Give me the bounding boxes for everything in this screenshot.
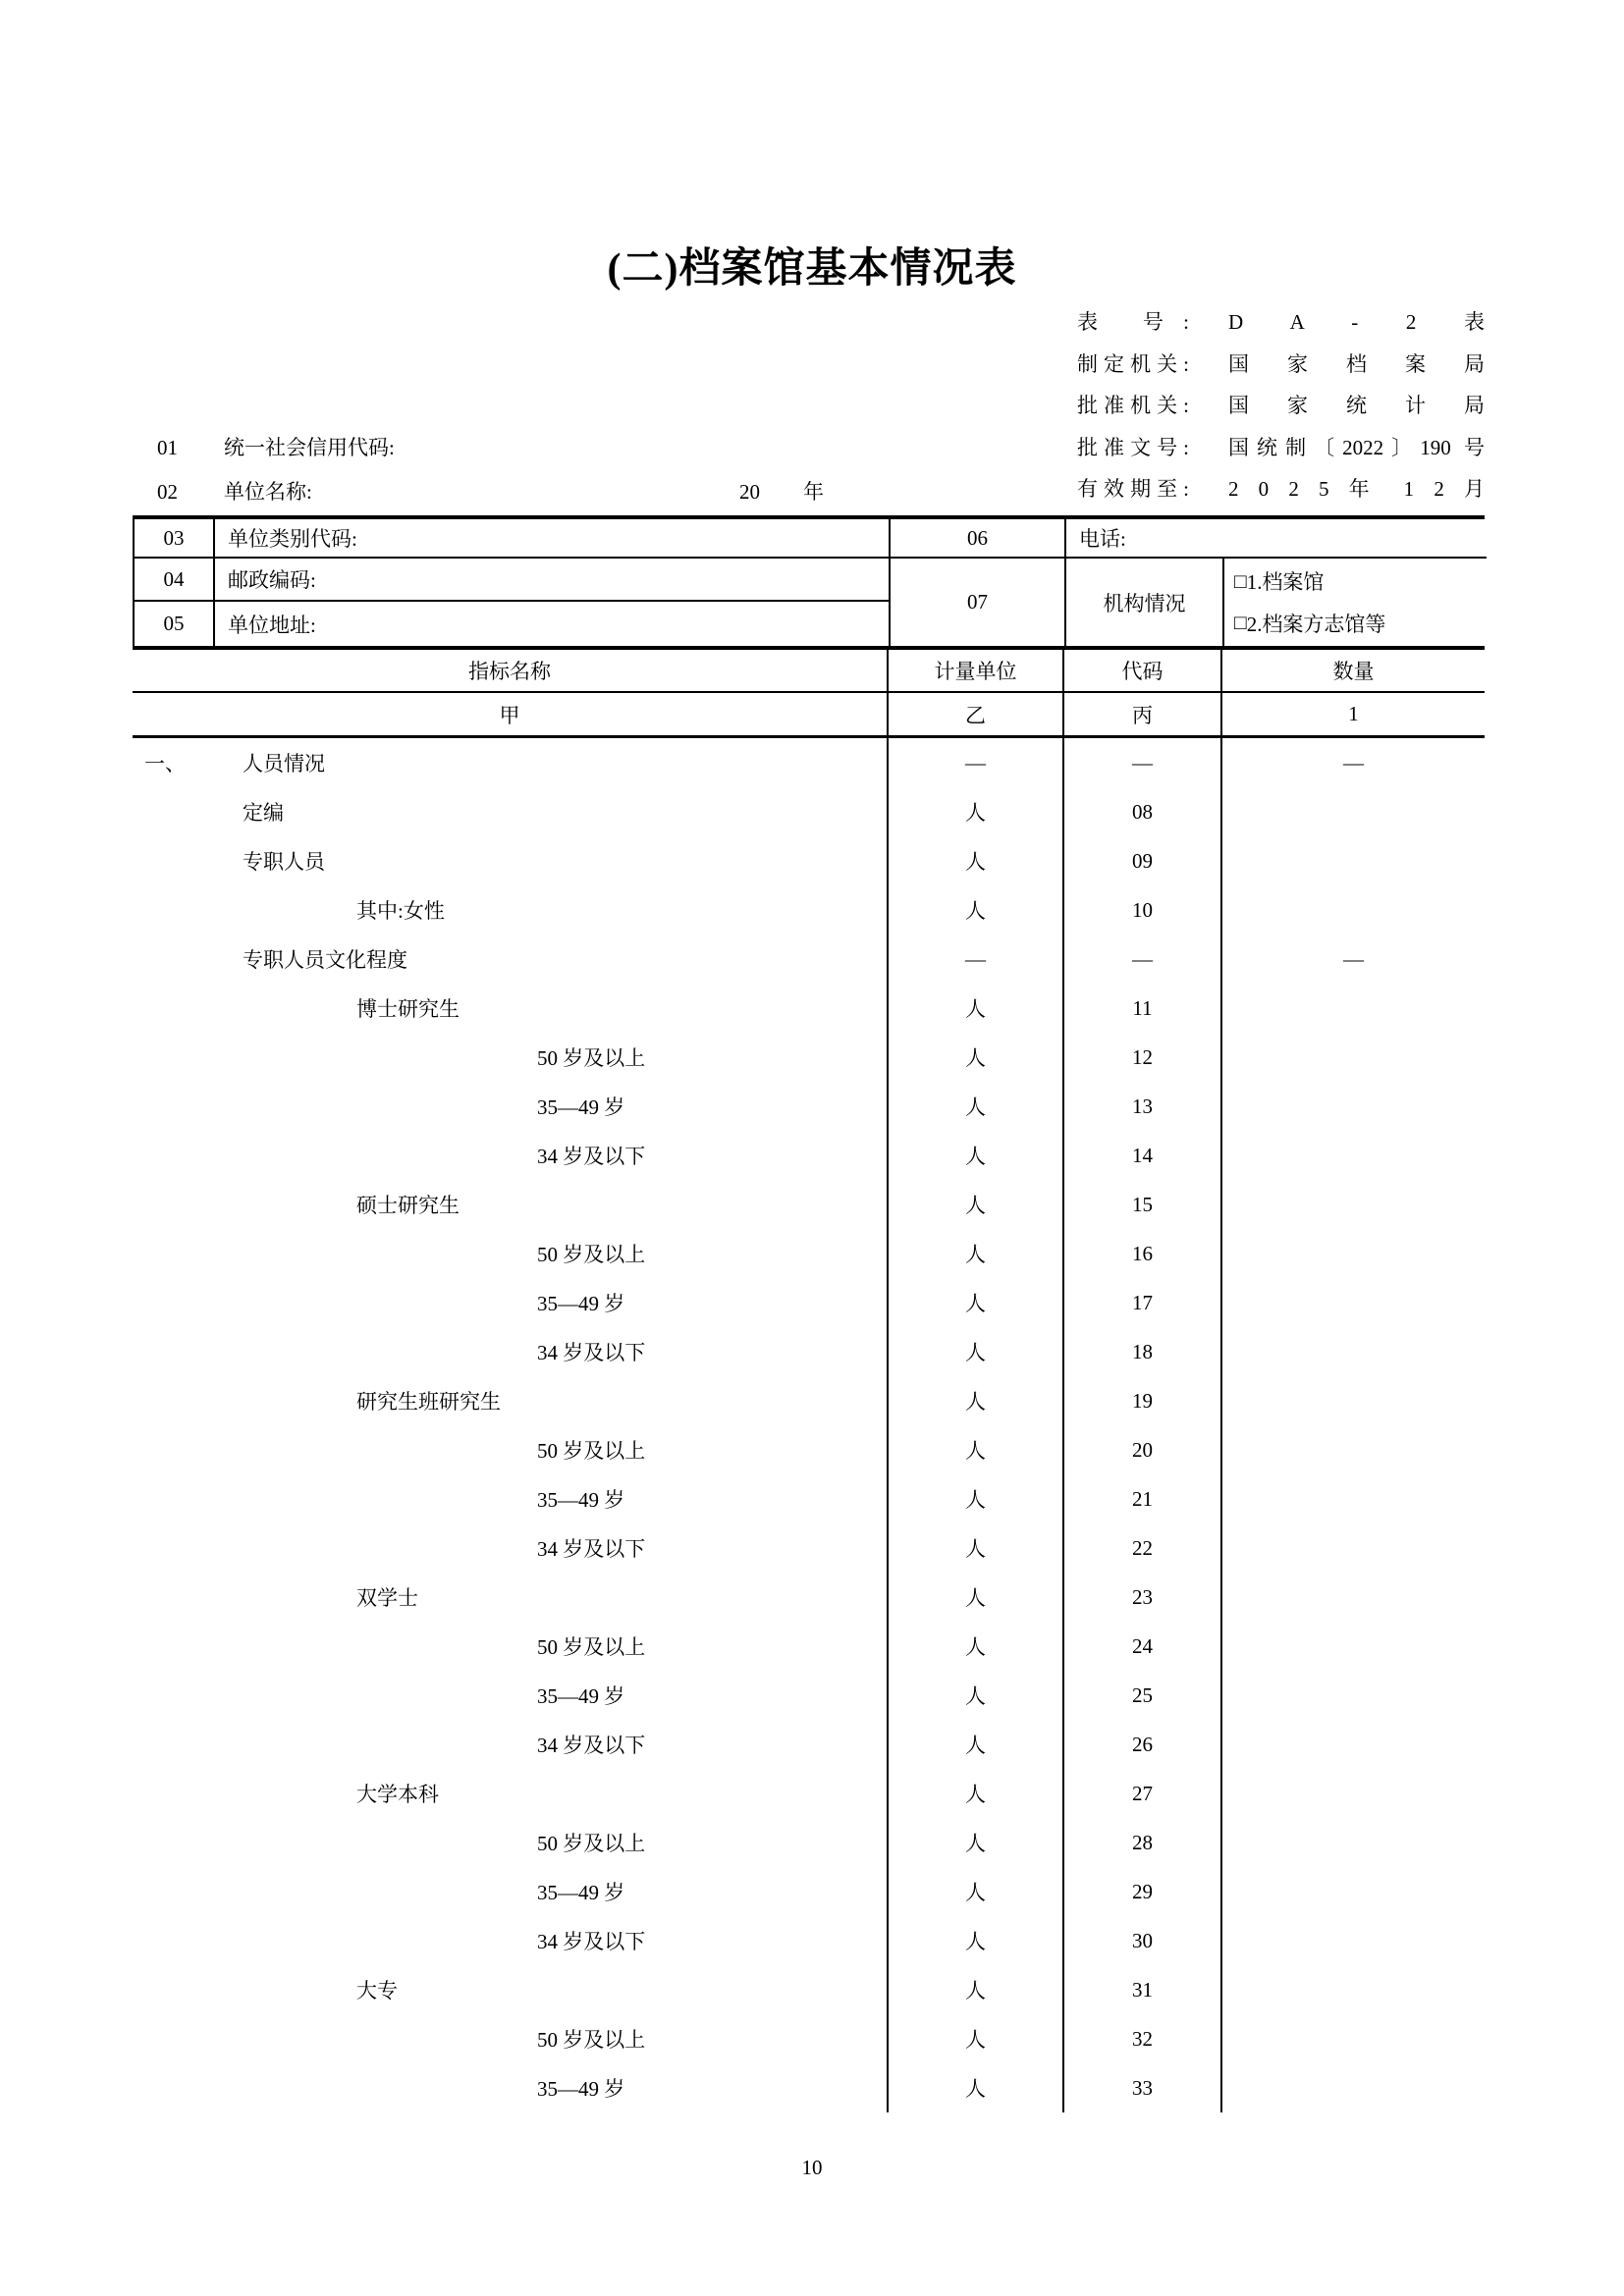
- indicator-cell: [133, 1671, 887, 1720]
- indicator-label: 34 岁及以下: [537, 1734, 646, 1757]
- col-header-unit: 计量单位: [887, 650, 1062, 693]
- unit-cell: 人: [887, 2014, 1062, 2063]
- unit-cell: 人: [887, 1818, 1062, 1867]
- page-title: (二)档案馆基本情况表: [607, 246, 1017, 292]
- indicator-label: 35—49 岁: [537, 1684, 625, 1708]
- unit-cell: 人: [887, 1867, 1062, 1916]
- indicator-label: 50 岁及以上: [537, 2028, 646, 2052]
- col-subheader-indicator: 甲: [499, 703, 520, 727]
- page-number: 10: [801, 2156, 823, 2179]
- indicator-label: 35—49 岁: [537, 1095, 625, 1119]
- org-option: [1234, 609, 1385, 638]
- quantity-cell: [1220, 1720, 1485, 1769]
- indicator-cell: [133, 1131, 887, 1180]
- code-cell: 15: [1062, 1180, 1220, 1229]
- indicator-label: 定编: [243, 801, 284, 825]
- code-cell: 18: [1062, 1327, 1220, 1376]
- indicator-label: 34 岁及以下: [537, 1930, 646, 1953]
- quantity-cell: [1220, 1131, 1485, 1180]
- indicator-cell: [133, 1573, 887, 1622]
- code-cell: 16: [1062, 1229, 1220, 1278]
- quantity-cell: [1220, 1916, 1485, 1965]
- quantity-cell: [1220, 1867, 1485, 1916]
- code-cell: 12: [1062, 1033, 1220, 1082]
- unit-cell: 人: [887, 1916, 1062, 1965]
- quantity-cell: [1220, 1278, 1485, 1327]
- org-option-label: 1.档案馆: [1246, 570, 1325, 595]
- indicator-label: 专职人员文化程度: [243, 948, 407, 972]
- indicator-cell: [133, 738, 887, 787]
- unit-cell: 人: [887, 1180, 1062, 1229]
- col-header-quantity: 数量: [1220, 650, 1485, 693]
- org-option-label: 2.档案方志馆等: [1246, 612, 1386, 636]
- indicator-cell: [133, 1033, 887, 1082]
- code-cell: 28: [1062, 1818, 1220, 1867]
- indicator-cell: [133, 1180, 887, 1229]
- field-02-label: 单位名称:: [224, 480, 312, 504]
- quantity-cell: [1220, 1523, 1485, 1573]
- form-meta-value: 国 家 档 案 局: [1228, 351, 1485, 376]
- form-meta-value: 国 家 统 计 局: [1228, 394, 1485, 418]
- field-01-number: 01: [157, 436, 178, 459]
- indicator-cell: [133, 1474, 887, 1523]
- code-cell: 24: [1062, 1622, 1220, 1671]
- quantity-cell: [1220, 1376, 1485, 1425]
- code-cell: 20: [1062, 1425, 1220, 1474]
- unit-cell: 人: [887, 1965, 1062, 2014]
- form-meta-value: D A - 2 表: [1228, 310, 1485, 335]
- code-cell: 33: [1062, 2063, 1220, 2112]
- quantity-cell: [1220, 1671, 1485, 1720]
- quantity-cell: [1220, 1769, 1485, 1818]
- indicator-cell: [133, 1867, 887, 1916]
- year-value: 20: [739, 480, 760, 504]
- form-table: [133, 515, 1485, 2112]
- indicator-cell: [133, 1082, 887, 1131]
- col-header-code: 代码: [1062, 650, 1220, 693]
- indicator-label: 35—49 岁: [537, 1881, 625, 1904]
- unit-cell: 人: [887, 2063, 1062, 2112]
- quantity-cell: [1220, 2063, 1485, 2112]
- code-cell: 08: [1062, 787, 1220, 836]
- unit-cell: 人: [887, 885, 1062, 934]
- quantity-cell: [1220, 1082, 1485, 1131]
- code-cell: 10: [1062, 885, 1220, 934]
- code-cell: —: [1062, 934, 1220, 984]
- unit-info-box: [133, 515, 1485, 650]
- code-cell: 09: [1062, 836, 1220, 885]
- org-option: [1234, 566, 1324, 596]
- code-cell: 30: [1062, 1916, 1220, 1965]
- form-meta-label: 批准文号:: [1077, 435, 1189, 459]
- unit-cell: 人: [887, 1082, 1062, 1131]
- checkbox-icon[interactable]: □: [1234, 611, 1247, 635]
- field-04-number: 04: [135, 559, 213, 602]
- indicator-label: 硕士研究生: [356, 1194, 460, 1217]
- col-header-indicator: 指标名称: [133, 650, 887, 693]
- indicator-label: 专职人员: [243, 850, 325, 874]
- indicator-cell: [133, 1769, 887, 1818]
- col-subheader-unit: 乙: [887, 693, 1062, 735]
- unit-cell: 人: [887, 1671, 1062, 1720]
- indicator-cell: [133, 1327, 887, 1376]
- quantity-cell: [1220, 836, 1485, 885]
- quantity-cell: [1220, 1180, 1485, 1229]
- indicator-cell: [133, 1376, 887, 1425]
- code-cell: 27: [1062, 1769, 1220, 1818]
- quantity-cell: [1220, 1474, 1485, 1523]
- quantity-cell: [1220, 984, 1485, 1033]
- unit-cell: 人: [887, 1523, 1062, 1573]
- unit-cell: 人: [887, 787, 1062, 836]
- indicator-label: 大专: [356, 1979, 398, 2002]
- indicator-label: 34 岁及以下: [537, 1145, 646, 1168]
- unit-cell: 人: [887, 1769, 1062, 1818]
- field-01-label: 统一社会信用代码:: [224, 436, 395, 459]
- field-03-label: 单位类别代码:: [213, 519, 889, 559]
- indicator-cell: [133, 787, 887, 836]
- indicator-label: 35—49 岁: [537, 1292, 625, 1315]
- unit-cell: 人: [887, 1474, 1062, 1523]
- quantity-cell: [1220, 1327, 1485, 1376]
- quantity-cell: [1220, 1573, 1485, 1622]
- indicator-label: 34 岁及以下: [537, 1341, 646, 1364]
- field-07-number: 07: [889, 559, 1064, 646]
- quantity-cell: [1220, 1229, 1485, 1278]
- code-cell: 21: [1062, 1474, 1220, 1523]
- quantity-cell: [1220, 787, 1485, 836]
- code-cell: 26: [1062, 1720, 1220, 1769]
- unit-cell: 人: [887, 836, 1062, 885]
- unit-cell: —: [887, 738, 1062, 787]
- unit-cell: 人: [887, 1425, 1062, 1474]
- indicator-label: 博士研究生: [356, 997, 460, 1021]
- indicator-label: 人员情况: [243, 752, 325, 775]
- quantity-cell: [1220, 1965, 1485, 2014]
- quantity-cell: [1220, 1033, 1485, 1082]
- indicator-label: 研究生班研究生: [356, 1390, 501, 1414]
- indicator-label: 大学本科: [356, 1783, 439, 1806]
- quantity-cell: [1220, 885, 1485, 934]
- indicator-label: 50 岁及以上: [537, 1832, 646, 1855]
- form-meta-line: [1077, 467, 1485, 509]
- code-cell: 32: [1062, 2014, 1220, 2063]
- org-type-options: [1222, 559, 1487, 646]
- indicator-cell: [133, 1229, 887, 1278]
- checkbox-icon[interactable]: □: [1234, 568, 1247, 593]
- indicator-cell: [133, 1818, 887, 1867]
- quantity-cell: —: [1220, 934, 1485, 984]
- indicator-label: 50 岁及以上: [537, 1243, 646, 1266]
- code-cell: 13: [1062, 1082, 1220, 1131]
- form-meta-value: 国统制〔2022〕190 号: [1228, 435, 1485, 459]
- field-03-number: 03: [135, 519, 213, 559]
- field-06-number: 06: [889, 519, 1064, 559]
- form-meta-label: 制定机关:: [1077, 351, 1189, 376]
- indicator-label: 34 岁及以下: [537, 1537, 646, 1561]
- indicator-cell: [133, 2014, 887, 2063]
- field-05-label: 单位地址:: [213, 602, 889, 646]
- indicator-cell: [133, 2063, 887, 2112]
- field-02-number: 02: [157, 480, 178, 504]
- org-type-label: 机构情况: [1064, 559, 1222, 646]
- quantity-cell: [1220, 1622, 1485, 1671]
- unit-cell: 人: [887, 1720, 1062, 1769]
- indicator-label: 其中:女性: [356, 899, 445, 923]
- form-meta-value: 2 0 2 5 年 1 2 月: [1228, 477, 1485, 502]
- col-subheader-quantity: 1: [1220, 693, 1485, 735]
- form-meta-line: [1077, 426, 1485, 468]
- code-cell: —: [1062, 738, 1220, 787]
- form-meta-line: [1077, 300, 1485, 343]
- code-cell: 23: [1062, 1573, 1220, 1622]
- unit-cell: 人: [887, 1033, 1062, 1082]
- indicator-label: 35—49 岁: [537, 1488, 625, 1512]
- code-cell: 17: [1062, 1278, 1220, 1327]
- form-meta-line: [1077, 343, 1485, 385]
- code-cell: 14: [1062, 1131, 1220, 1180]
- indicator-cell: [133, 984, 887, 1033]
- code-cell: 25: [1062, 1671, 1220, 1720]
- year-label: 年: [803, 480, 824, 504]
- indicator-label: 50 岁及以上: [537, 1439, 646, 1463]
- unit-cell: 人: [887, 984, 1062, 1033]
- indicator-cell: [133, 1720, 887, 1769]
- section-prefix: 一、: [144, 752, 186, 775]
- code-cell: 11: [1062, 984, 1220, 1033]
- quantity-cell: [1220, 1818, 1485, 1867]
- unit-cell: —: [887, 934, 1062, 984]
- unit-cell: 人: [887, 1278, 1062, 1327]
- unit-cell: 人: [887, 1622, 1062, 1671]
- phone-label: 电话:: [1064, 519, 1487, 559]
- indicator-cell: [133, 1916, 887, 1965]
- col-subheader-code: 丙: [1062, 693, 1220, 735]
- quantity-cell: —: [1220, 738, 1485, 787]
- indicator-cell: [133, 1523, 887, 1573]
- form-meta-block: [1077, 300, 1485, 509]
- indicator-cell: [133, 836, 887, 885]
- field-05-number: 05: [163, 612, 185, 635]
- indicator-label: 50 岁及以上: [537, 1046, 646, 1070]
- quantity-cell: [1220, 2014, 1485, 2063]
- code-cell: 31: [1062, 1965, 1220, 2014]
- code-cell: 29: [1062, 1867, 1220, 1916]
- table-header: [133, 650, 1485, 738]
- indicator-cell: [133, 1278, 887, 1327]
- form-meta-line: [1077, 384, 1485, 426]
- quantity-cell: [1220, 1425, 1485, 1474]
- code-cell: 19: [1062, 1376, 1220, 1425]
- unit-cell: 人: [887, 1327, 1062, 1376]
- form-meta-label: 有效期至:: [1077, 477, 1189, 502]
- indicator-cell: [133, 1622, 887, 1671]
- indicator-label: 50 岁及以上: [537, 1635, 646, 1659]
- table-body: [133, 738, 1485, 2112]
- unit-cell: 人: [887, 1229, 1062, 1278]
- indicator-cell: [133, 885, 887, 934]
- indicator-cell: [133, 934, 887, 984]
- indicator-cell: [133, 1965, 887, 2014]
- unit-cell: 人: [887, 1573, 1062, 1622]
- indicator-cell: [133, 1425, 887, 1474]
- form-meta-label: 批准机关:: [1077, 394, 1189, 418]
- indicator-label: 双学士: [356, 1586, 418, 1610]
- unit-cell: 人: [887, 1131, 1062, 1180]
- form-meta-label: 表 号:: [1077, 310, 1189, 335]
- code-cell: 22: [1062, 1523, 1220, 1573]
- indicator-label: 35—49 岁: [537, 2077, 625, 2101]
- field-04-label: 邮政编码:: [213, 559, 889, 602]
- unit-cell: 人: [887, 1376, 1062, 1425]
